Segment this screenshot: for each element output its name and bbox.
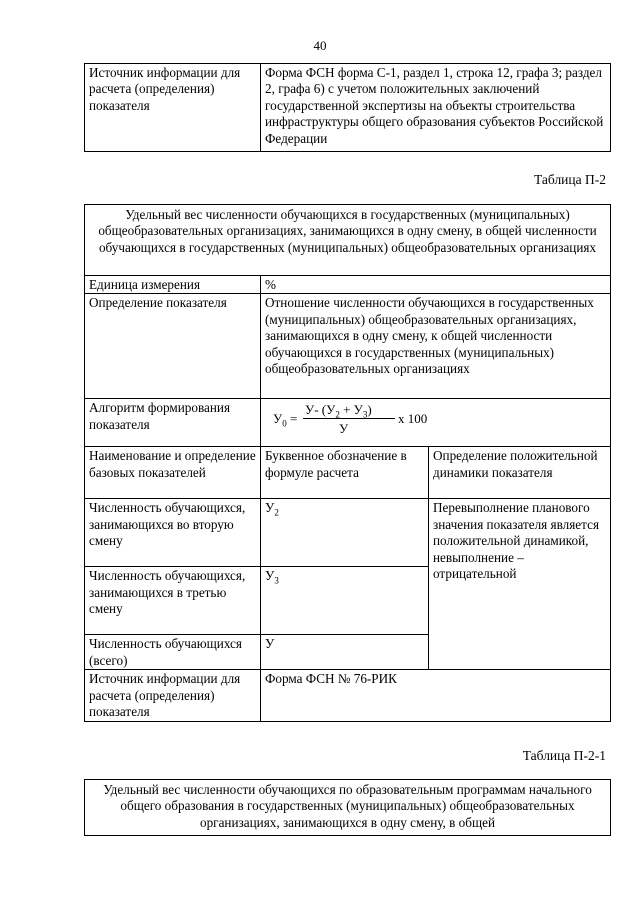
indicator-title: Удельный вес численности обучающихся по образовательным программам начального общего образования в государственных (муниципальных) общеобразовательных организациях, занимающихся в одну смену, в общей: [85, 780, 611, 836]
formula-multiplier: x 100: [398, 411, 428, 427]
table-row: [85, 499, 611, 567]
row-symbol: $У_2$: [261, 499, 429, 567]
table-row: [85, 447, 611, 499]
row-name: Численность обучающихся, занимающихся в третью смену: [85, 567, 261, 635]
formula-denominator: У: [339, 421, 349, 437]
table-caption: Таблица П-2-1: [522, 748, 606, 763]
row-symbol: У: [261, 635, 429, 670]
unit-label: Единица измерения: [85, 276, 261, 294]
source-value: Форма ФСН № 76-РИК: [261, 670, 611, 722]
row-name: Численность обучающихся, занимающихся во вторую смену: [85, 499, 261, 567]
page-number: 40: [313, 38, 327, 53]
algorithm-label: Алгоритм формирования показателя: [85, 399, 261, 447]
header-symbol: Буквенное обозначение в формуле расчета: [261, 447, 429, 499]
table-caption: Таблица П-2: [534, 172, 606, 187]
formula: [265, 400, 606, 440]
fraction-bar: [303, 418, 395, 419]
table-indicator-p2: [84, 204, 611, 722]
row-name: Численность обучающихся (всего): [85, 635, 261, 670]
table-indicator-p2-1: [84, 779, 611, 836]
formula-numerator: У- $(У_2 + У_3)$: [305, 402, 372, 420]
source-value: Форма ФСН форма С-1, раздел 1, строка 12, графа 3; раздел 2, графа 6) с учетом положительных заключений государственной экспертизы на объекты строительства инфраструктуры общего образования субъектов Российской Федерации: [261, 64, 611, 152]
indicator-title: Удельный вес численности обучающихся в государственных (муниципальных) общеобразовательных организациях, занимающихся в одну смену, в общей численности обучающихся в государственных (муниципальных) общеобразовательных организациях: [85, 205, 611, 276]
header-dynamics: Определение положительной динамики показателя: [429, 447, 611, 499]
table-row: [85, 205, 611, 276]
table-row: [85, 399, 611, 447]
source-label: Источник информации для расчета (определения) показателя: [85, 64, 261, 152]
table-source-continuation: [84, 63, 611, 152]
formula-lhs: $У_0$ =: [273, 411, 298, 429]
dynamics-definition: Перевыполнение планового значения показателя является положительной динамикой, невыполнение – отрицательной: [429, 499, 611, 670]
formula-cell: [261, 399, 611, 447]
table-row: [85, 294, 611, 399]
source-label: Источник информации для расчета (определения) показателя: [85, 670, 261, 722]
table-row: [85, 670, 611, 722]
definition-value: Отношение численности обучающихся в государственных (муниципальных) общеобразовательных организациях, занимающихся в одну смену, к общей численности обучающихся в государственных (муниципальных) общеобразовательных организациях: [261, 294, 611, 399]
table-row: [85, 64, 611, 152]
header-base-indicators: Наименование и определение базовых показателей: [85, 447, 261, 499]
unit-value: %: [261, 276, 611, 294]
table-row: [85, 780, 611, 836]
table-row: [85, 276, 611, 294]
definition-label: Определение показателя: [85, 294, 261, 399]
row-symbol: $У_3$: [261, 567, 429, 635]
